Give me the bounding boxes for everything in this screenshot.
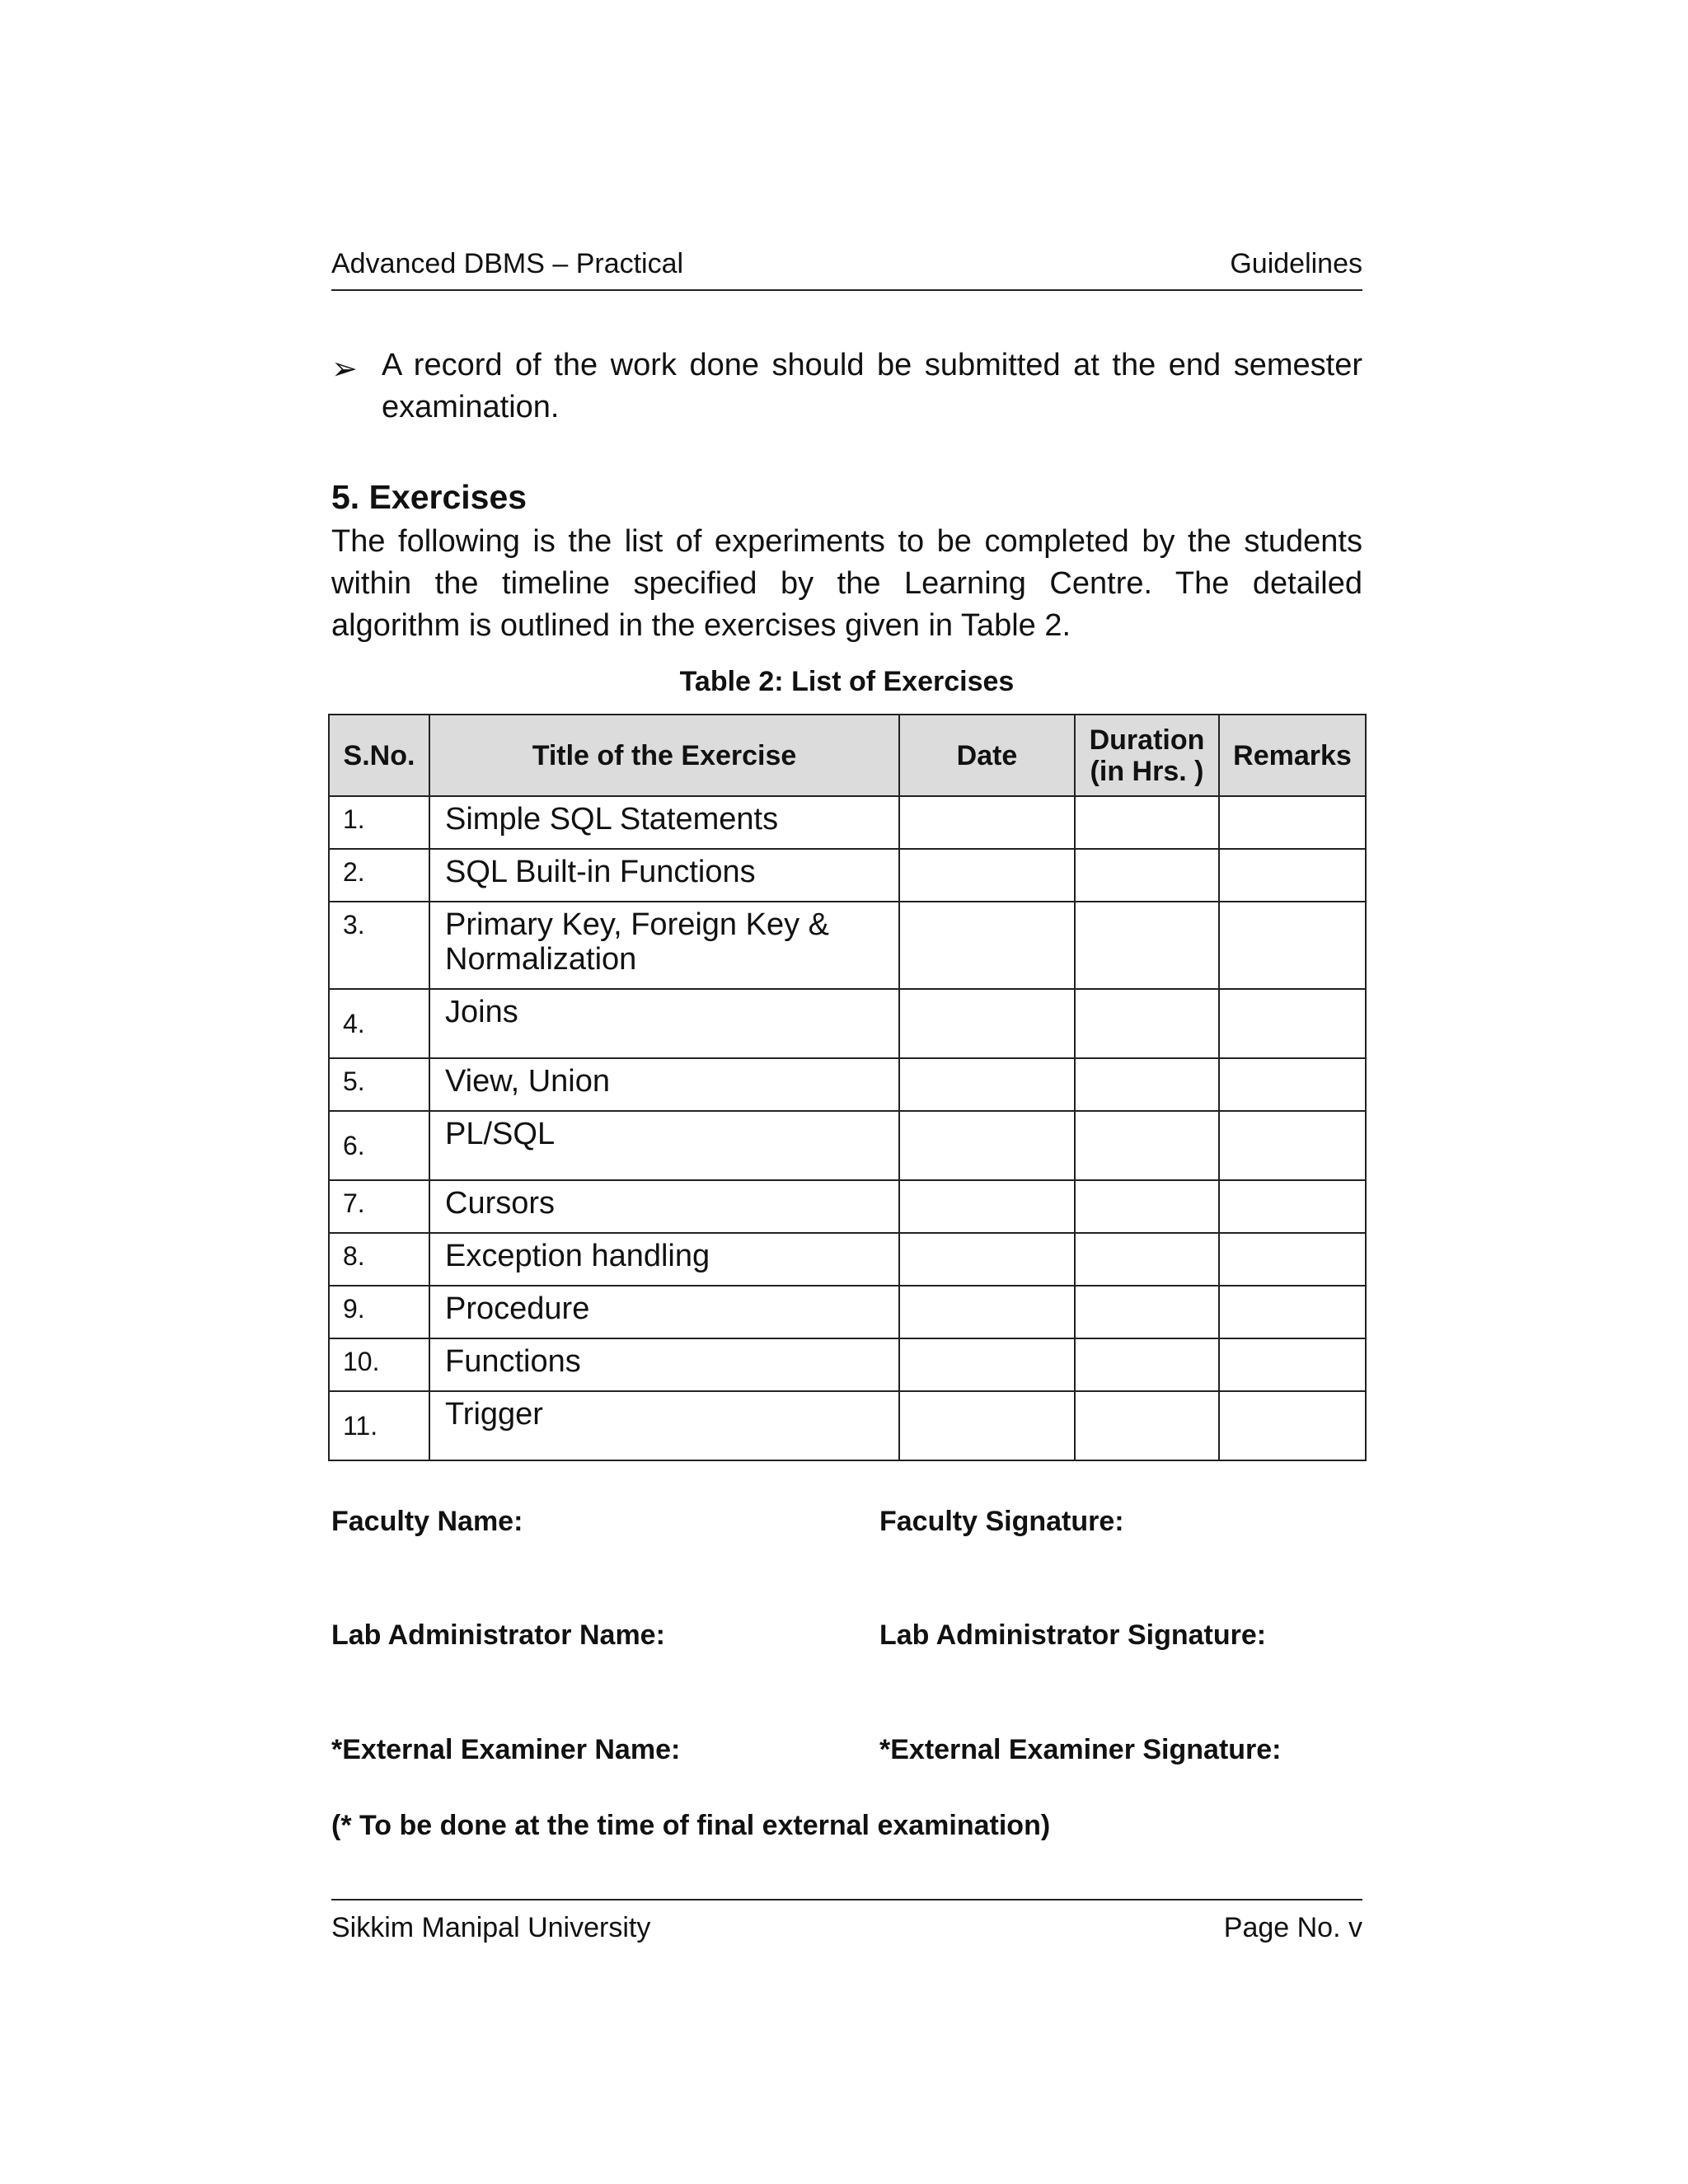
row-duration-cell[interactable] xyxy=(1075,1286,1219,1338)
row-date-cell[interactable] xyxy=(899,796,1075,849)
row-title: View, Union xyxy=(429,1058,899,1111)
row-title: Functions xyxy=(429,1338,899,1391)
row-duration-cell[interactable] xyxy=(1075,1391,1219,1460)
row-duration-cell[interactable] xyxy=(1075,989,1219,1058)
table-row xyxy=(329,1233,1366,1286)
lab-admin-signature-label: Lab Administrator Signature: xyxy=(879,1619,1267,1651)
external-exam-note: (* To be done at the time of final external examination) xyxy=(331,1810,1051,1841)
table-row xyxy=(329,989,1366,1058)
table-row xyxy=(329,1180,1366,1233)
row-date-cell[interactable] xyxy=(899,1233,1075,1286)
arrow-bullet-icon: ➢ xyxy=(331,352,358,387)
header-duration-line2: (in Hrs. ) xyxy=(1090,755,1204,787)
table-row xyxy=(329,1058,1366,1111)
row-remarks-cell[interactable] xyxy=(1219,1180,1366,1233)
table-row xyxy=(329,1338,1366,1391)
row-title: Joins xyxy=(429,989,899,1058)
row-date-cell[interactable] xyxy=(899,1180,1075,1233)
row-sno: 1. xyxy=(329,796,429,849)
lab-admin-name-label: Lab Administrator Name: xyxy=(331,1619,665,1651)
row-remarks-cell[interactable] xyxy=(1219,902,1366,989)
row-duration-cell[interactable] xyxy=(1075,1233,1219,1286)
section-heading: 5. Exercises xyxy=(331,478,528,516)
row-remarks-cell[interactable] xyxy=(1219,1058,1366,1111)
row-sno: 4. xyxy=(329,989,429,1058)
row-date-cell[interactable] xyxy=(899,902,1075,989)
header-rule xyxy=(331,289,1362,291)
row-date-cell[interactable] xyxy=(899,849,1075,902)
row-remarks-cell[interactable] xyxy=(1219,1338,1366,1391)
row-remarks-cell[interactable] xyxy=(1219,1111,1366,1180)
table-row xyxy=(329,1286,1366,1338)
row-sno: 5. xyxy=(329,1058,429,1111)
row-duration-cell[interactable] xyxy=(1075,1338,1219,1391)
row-remarks-cell[interactable] xyxy=(1219,1286,1366,1338)
bullet-text: A record of the work done should be submitted at the end semester examination. xyxy=(382,348,1362,424)
row-sno: 3. xyxy=(329,902,429,989)
row-sno: 2. xyxy=(329,849,429,902)
row-date-cell[interactable] xyxy=(899,1338,1075,1391)
footer-rule xyxy=(331,1899,1362,1900)
row-duration-cell[interactable] xyxy=(1075,796,1219,849)
faculty-signature-label: Faculty Signature: xyxy=(879,1506,1124,1537)
row-title: Procedure xyxy=(429,1286,899,1338)
table-row xyxy=(329,849,1366,902)
external-examiner-signature-label: *External Examiner Signature: xyxy=(879,1734,1282,1765)
running-header-section: Guidelines xyxy=(1230,248,1362,279)
row-duration-cell[interactable] xyxy=(1075,1180,1219,1233)
row-date-cell[interactable] xyxy=(899,1058,1075,1111)
running-header-title: Advanced DBMS – Practical xyxy=(331,248,684,279)
table-row xyxy=(329,1111,1366,1180)
row-remarks-cell[interactable] xyxy=(1219,849,1366,902)
row-remarks-cell[interactable] xyxy=(1219,989,1366,1058)
exercises-table xyxy=(328,714,1367,1461)
row-date-cell[interactable] xyxy=(899,989,1075,1058)
table-row xyxy=(329,1391,1366,1460)
row-remarks-cell[interactable] xyxy=(1219,1233,1366,1286)
table-row xyxy=(329,902,1366,989)
row-date-cell[interactable] xyxy=(899,1391,1075,1460)
header-duration-line1: Duration xyxy=(1089,724,1205,756)
row-date-cell[interactable] xyxy=(899,1286,1075,1338)
table-row xyxy=(329,796,1366,849)
row-sno: 9. xyxy=(329,1286,429,1338)
row-sno: 11. xyxy=(329,1391,429,1460)
row-title: SQL Built-in Functions xyxy=(429,849,899,902)
row-duration-cell[interactable] xyxy=(1075,902,1219,989)
table-header-row xyxy=(329,715,1366,796)
row-title: Cursors xyxy=(429,1180,899,1233)
table-caption: Table 2: List of Exercises xyxy=(679,666,1015,697)
row-remarks-cell[interactable] xyxy=(1219,1391,1366,1460)
header-remarks: Remarks xyxy=(1219,715,1366,796)
header-date: Date xyxy=(899,715,1075,796)
header-sno: S.No. xyxy=(329,715,429,796)
row-duration-cell[interactable] xyxy=(1075,1058,1219,1111)
row-title-line1: Primary Key, Foreign Key & xyxy=(445,907,830,942)
row-title-line2: Normalization xyxy=(445,942,637,977)
footer-page-number: Page No. v xyxy=(1223,1912,1362,1943)
row-sno: 8. xyxy=(329,1233,429,1286)
header-title: Title of the Exercise xyxy=(429,715,899,796)
row-remarks-cell[interactable] xyxy=(1219,796,1366,849)
row-title: Exception handling xyxy=(429,1233,899,1286)
row-title: Trigger xyxy=(429,1391,899,1460)
row-title: Simple SQL Statements xyxy=(429,796,899,849)
row-duration-cell[interactable] xyxy=(1075,1111,1219,1180)
row-sno: 10. xyxy=(329,1338,429,1391)
external-examiner-name-label: *External Examiner Name: xyxy=(331,1734,681,1765)
row-duration-cell[interactable] xyxy=(1075,849,1219,902)
row-sno: 6. xyxy=(329,1111,429,1180)
row-sno: 7. xyxy=(329,1180,429,1233)
header-duration xyxy=(1075,715,1219,796)
row-date-cell[interactable] xyxy=(899,1111,1075,1180)
footer-university: Sikkim Manipal University xyxy=(331,1912,651,1943)
section-intro-paragraph: The following is the list of experiments to be completed by the students within the timeline specified by the Learning Centre. The detailed algorithm is outlined in the exercises given in Table 2. xyxy=(331,524,1362,643)
faculty-name-label: Faculty Name: xyxy=(331,1506,523,1537)
row-title: PL/SQL xyxy=(429,1111,899,1180)
row-title xyxy=(429,902,899,989)
